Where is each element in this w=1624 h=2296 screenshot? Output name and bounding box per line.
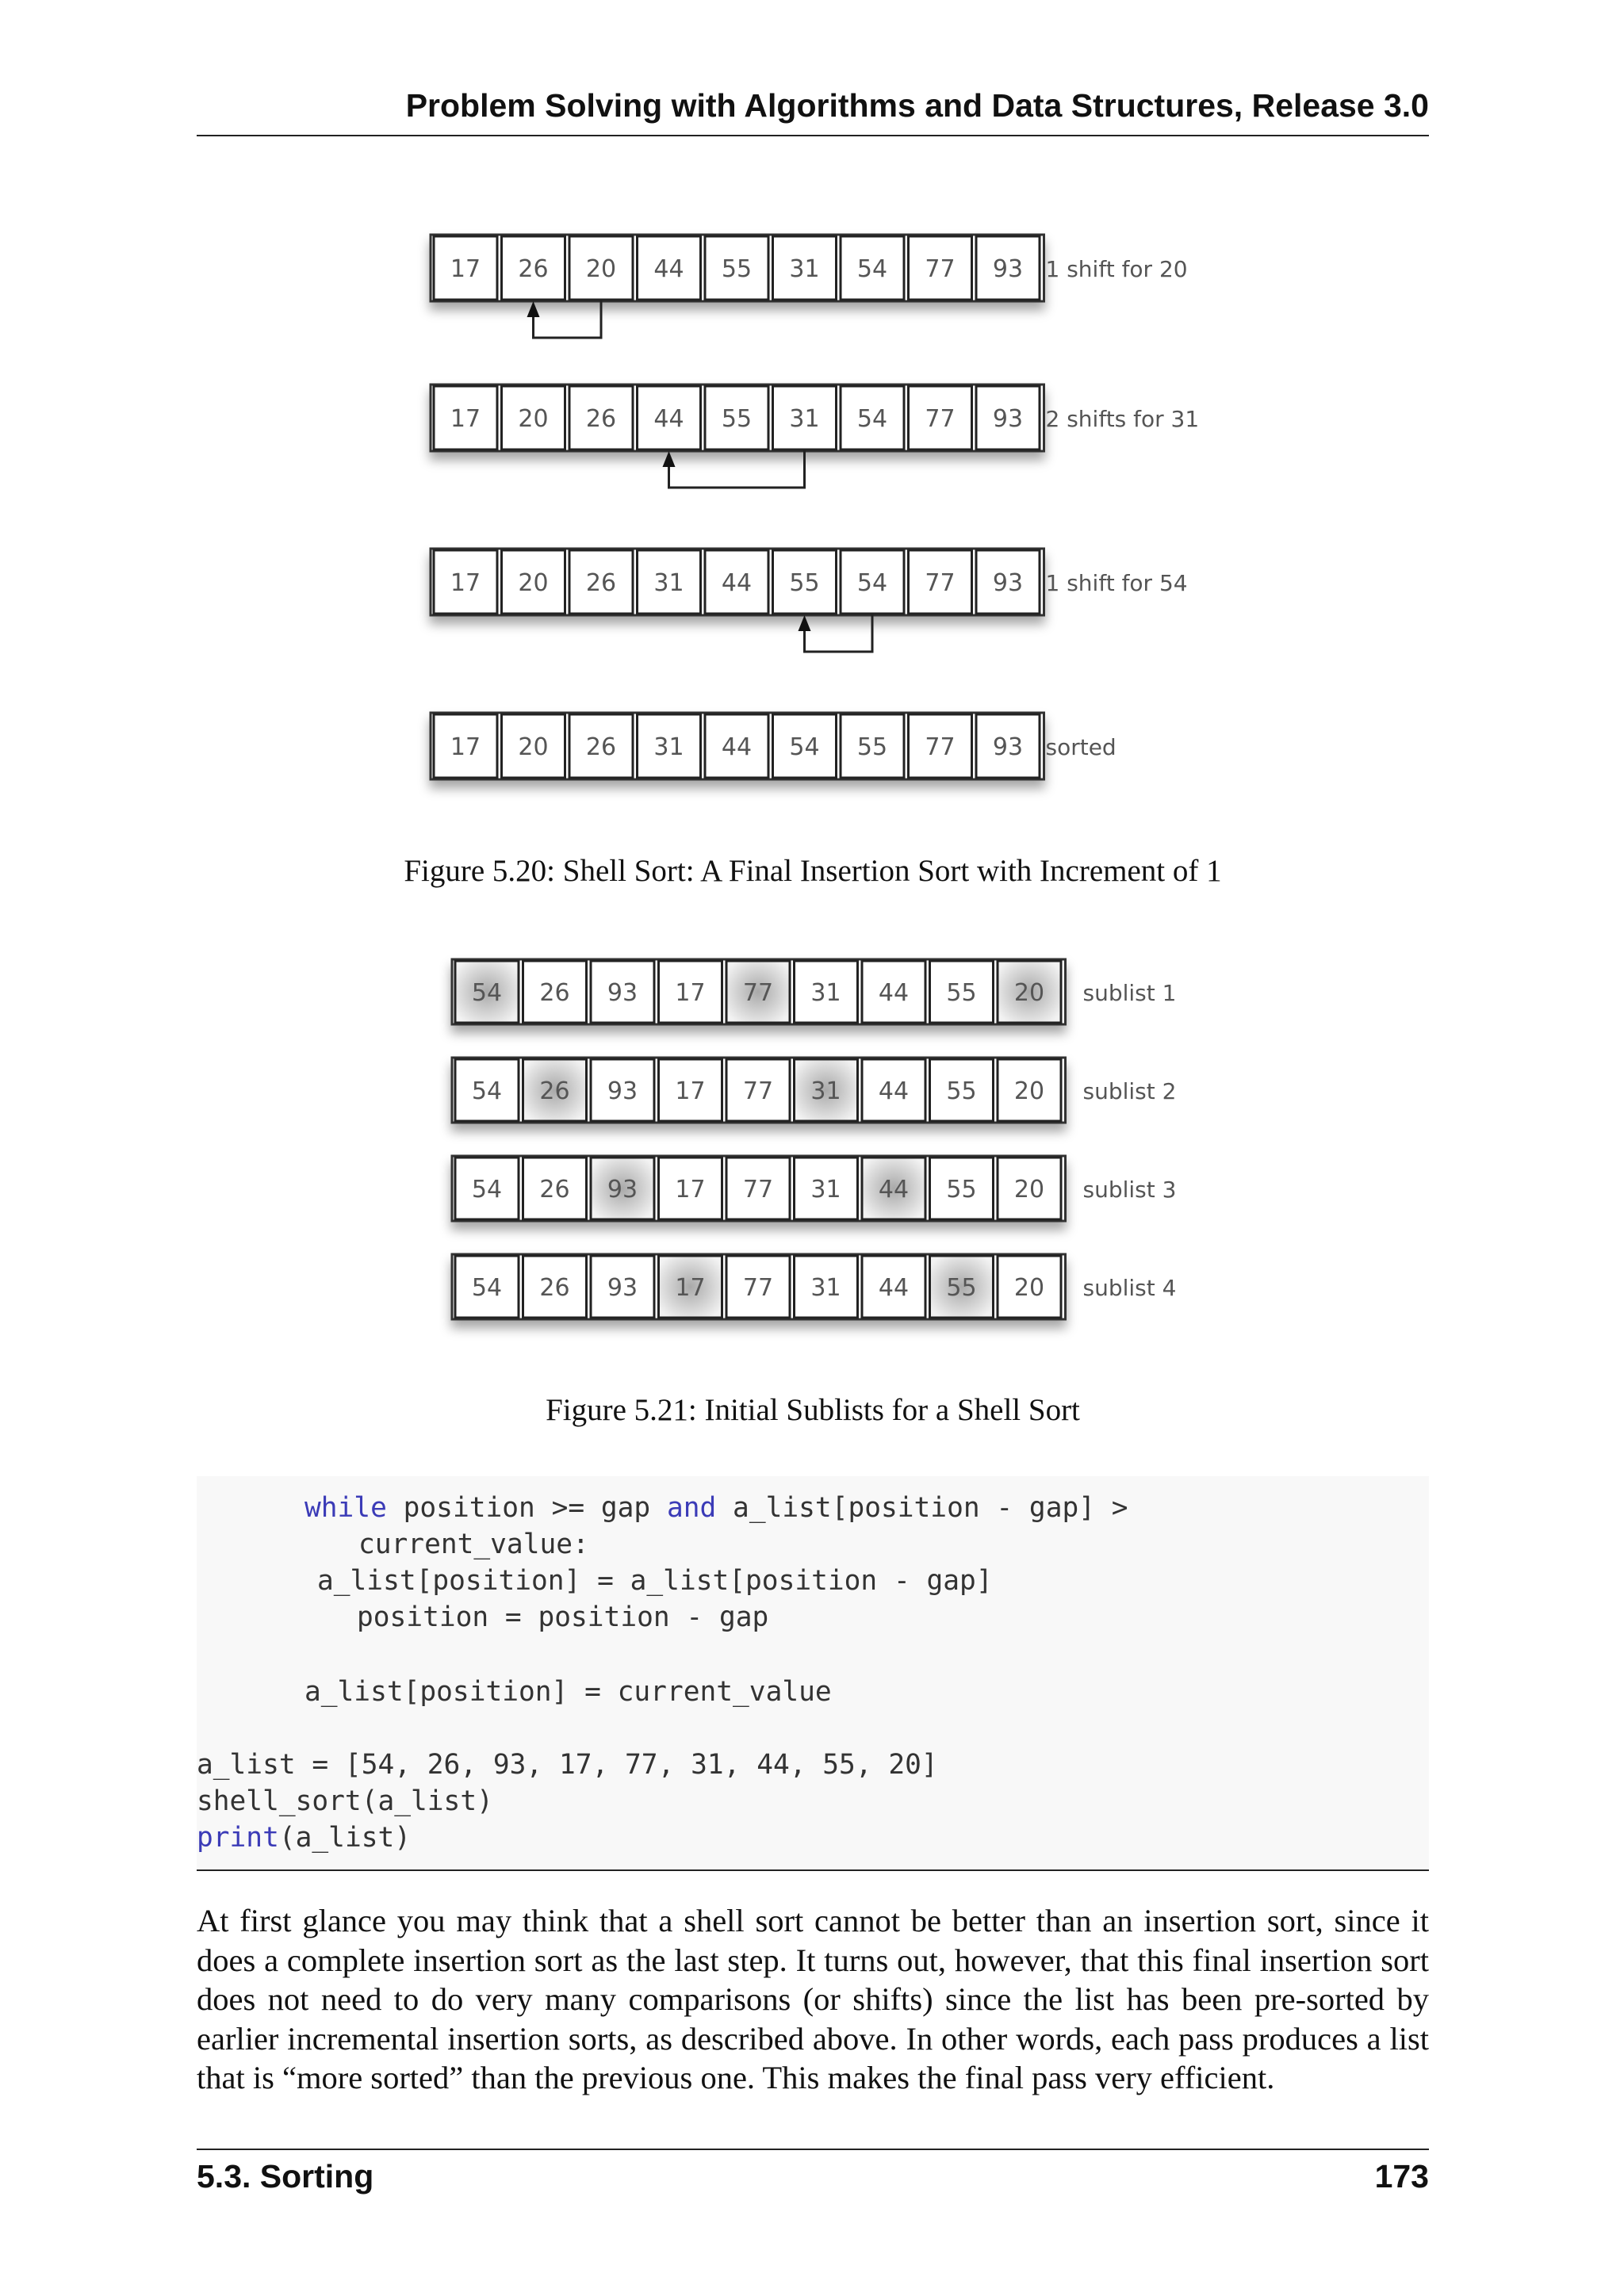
cell-value: 26 xyxy=(539,1176,570,1203)
sublist-row xyxy=(452,1058,1176,1123)
sublist-row xyxy=(452,959,1176,1024)
cell-value: 20 xyxy=(518,569,549,597)
cell-value: 77 xyxy=(742,979,774,1007)
cell-value: 55 xyxy=(946,1077,977,1105)
footer-rule xyxy=(197,2149,1429,2150)
cell-value: 31 xyxy=(810,1176,841,1203)
cell-value: 77 xyxy=(925,569,956,597)
cell-value: 26 xyxy=(585,569,617,597)
cell-value: 55 xyxy=(721,405,753,433)
cell-value: 93 xyxy=(992,255,1024,283)
cell-value: 77 xyxy=(742,1077,774,1105)
figure-5-21-caption: Figure 5.21: Initial Sublists for a Shell Sort xyxy=(546,1393,1080,1427)
cell-value: 17 xyxy=(450,569,481,597)
cell-value: 17 xyxy=(675,1077,706,1105)
cell-value: 93 xyxy=(607,1176,638,1203)
cell-value: 54 xyxy=(856,255,888,283)
cell-value: 54 xyxy=(471,979,503,1007)
cell-value: 17 xyxy=(450,405,481,433)
cell-value: 77 xyxy=(925,733,956,761)
sublist-row xyxy=(452,1254,1176,1319)
cell-value: 44 xyxy=(653,405,684,433)
cell-value: 20 xyxy=(1013,1176,1045,1203)
cell-value: 20 xyxy=(518,405,549,433)
code-block xyxy=(197,1476,1429,1868)
row-label: sublist 2 xyxy=(1082,1078,1177,1104)
cell-value: 55 xyxy=(946,979,977,1007)
cell-value: 93 xyxy=(607,1274,638,1302)
cell-value: 26 xyxy=(539,1077,570,1105)
footer-section: 5.3. Sorting xyxy=(197,2158,374,2195)
code-keyword: print xyxy=(197,1822,279,1854)
cell-value: 55 xyxy=(946,1274,977,1302)
body-paragraph: At first glance you may think that a shell sort cannot be better than an insertion sort, since it does a complete insertion sort as the last step. It turns out, however, that this final insertion sort does not need to do very many comparisons (or shifts) since the list has been pre-sorted by earlier incremental insertion sorts, as described above. In other words, each pass produces a list that is “more sorted” than the previous one. This makes the final pass very efficient. xyxy=(197,1903,1429,2095)
cell-value: 17 xyxy=(450,733,481,761)
code-line-3: a_list[position] = a_list[position - gap] xyxy=(317,1565,993,1597)
cell-value: 17 xyxy=(675,1176,706,1203)
code-line-2: current_value: xyxy=(358,1529,589,1560)
cell-value: 26 xyxy=(585,405,617,433)
cell-value: 55 xyxy=(789,569,820,597)
cell-value: 55 xyxy=(856,733,888,761)
row-label: sublist 3 xyxy=(1082,1177,1177,1203)
code-line-8 xyxy=(197,1822,411,1854)
cell-value: 44 xyxy=(878,1077,910,1105)
cell-value: 20 xyxy=(518,733,549,761)
cell-value: 44 xyxy=(721,733,753,761)
cell-value: 44 xyxy=(878,1274,910,1302)
row-label: sorted xyxy=(1045,734,1116,760)
cell-value: 31 xyxy=(653,733,684,761)
code-bottom-rule xyxy=(197,1869,1429,1871)
cell-value: 31 xyxy=(810,979,841,1007)
code-keyword: and xyxy=(666,1492,717,1524)
cell-value: 31 xyxy=(810,1274,841,1302)
cell-value: 54 xyxy=(789,733,820,761)
cell-value: 93 xyxy=(992,733,1024,761)
code-line-1 xyxy=(304,1492,1128,1524)
cell-value: 54 xyxy=(471,1077,503,1105)
cell-value: 20 xyxy=(1013,1274,1045,1302)
row-label: 1 shift for 20 xyxy=(1045,256,1188,282)
row-label: sublist 1 xyxy=(1082,980,1177,1006)
cell-value: 54 xyxy=(471,1176,503,1203)
code-line-4: position = position - gap xyxy=(357,1601,769,1633)
cell-value: 17 xyxy=(450,255,481,283)
code-keyword: while xyxy=(304,1492,387,1524)
cell-value: 20 xyxy=(585,255,617,283)
cell-value: 93 xyxy=(992,569,1024,597)
row-label: 2 shifts for 31 xyxy=(1045,406,1200,432)
cell-value: 93 xyxy=(607,1077,638,1105)
cell-value: 20 xyxy=(1013,979,1045,1007)
cell-value: 93 xyxy=(607,979,638,1007)
row-label: 1 shift for 54 xyxy=(1045,570,1188,596)
footer-page-number: 173 xyxy=(1374,2158,1429,2195)
cell-value: 55 xyxy=(721,255,753,283)
code-text: (a_list) xyxy=(278,1822,412,1854)
cell-value: 93 xyxy=(992,405,1024,433)
row-label: sublist 4 xyxy=(1082,1275,1177,1301)
cell-value: 26 xyxy=(539,1274,570,1302)
cell-value: 54 xyxy=(471,1274,503,1302)
cell-value: 31 xyxy=(653,569,684,597)
cell-value: 26 xyxy=(585,733,617,761)
figure-5-20-caption: Figure 5.20: Shell Sort: A Final Insertion Sort with Increment of 1 xyxy=(404,854,1222,888)
cell-value: 17 xyxy=(675,979,706,1007)
cell-value: 31 xyxy=(789,255,820,283)
cell-value: 17 xyxy=(675,1274,706,1302)
cell-value: 31 xyxy=(810,1077,841,1105)
cell-value: 54 xyxy=(856,569,888,597)
cell-value: 44 xyxy=(878,1176,910,1203)
cell-value: 77 xyxy=(742,1274,774,1302)
cell-value: 54 xyxy=(856,405,888,433)
code-text: position >= gap xyxy=(386,1492,667,1524)
code-line-6: a_list = [54, 26, 93, 17, 77, 31, 44, 55, 20] xyxy=(197,1749,938,1781)
cell-value: 20 xyxy=(1013,1077,1045,1105)
cell-value: 26 xyxy=(539,979,570,1007)
cell-value: 26 xyxy=(518,255,549,283)
code-line-7: shell_sort(a_list) xyxy=(197,1785,493,1817)
cell-value: 44 xyxy=(721,569,753,597)
code-line-5: a_list[position] = current_value xyxy=(304,1676,832,1708)
cell-value: 77 xyxy=(742,1176,774,1203)
cell-value: 77 xyxy=(925,405,956,433)
cell-value: 31 xyxy=(789,405,820,433)
cell-value: 55 xyxy=(946,1176,977,1203)
cell-value: 44 xyxy=(878,979,910,1007)
code-text: a_list[position - gap] > xyxy=(716,1492,1128,1524)
cell-value: 44 xyxy=(653,255,684,283)
sublist-row xyxy=(452,1156,1176,1221)
running-header: Problem Solving with Algorithms and Data Structures, Release 3.0 xyxy=(405,87,1429,124)
cell-value: 77 xyxy=(925,255,956,283)
